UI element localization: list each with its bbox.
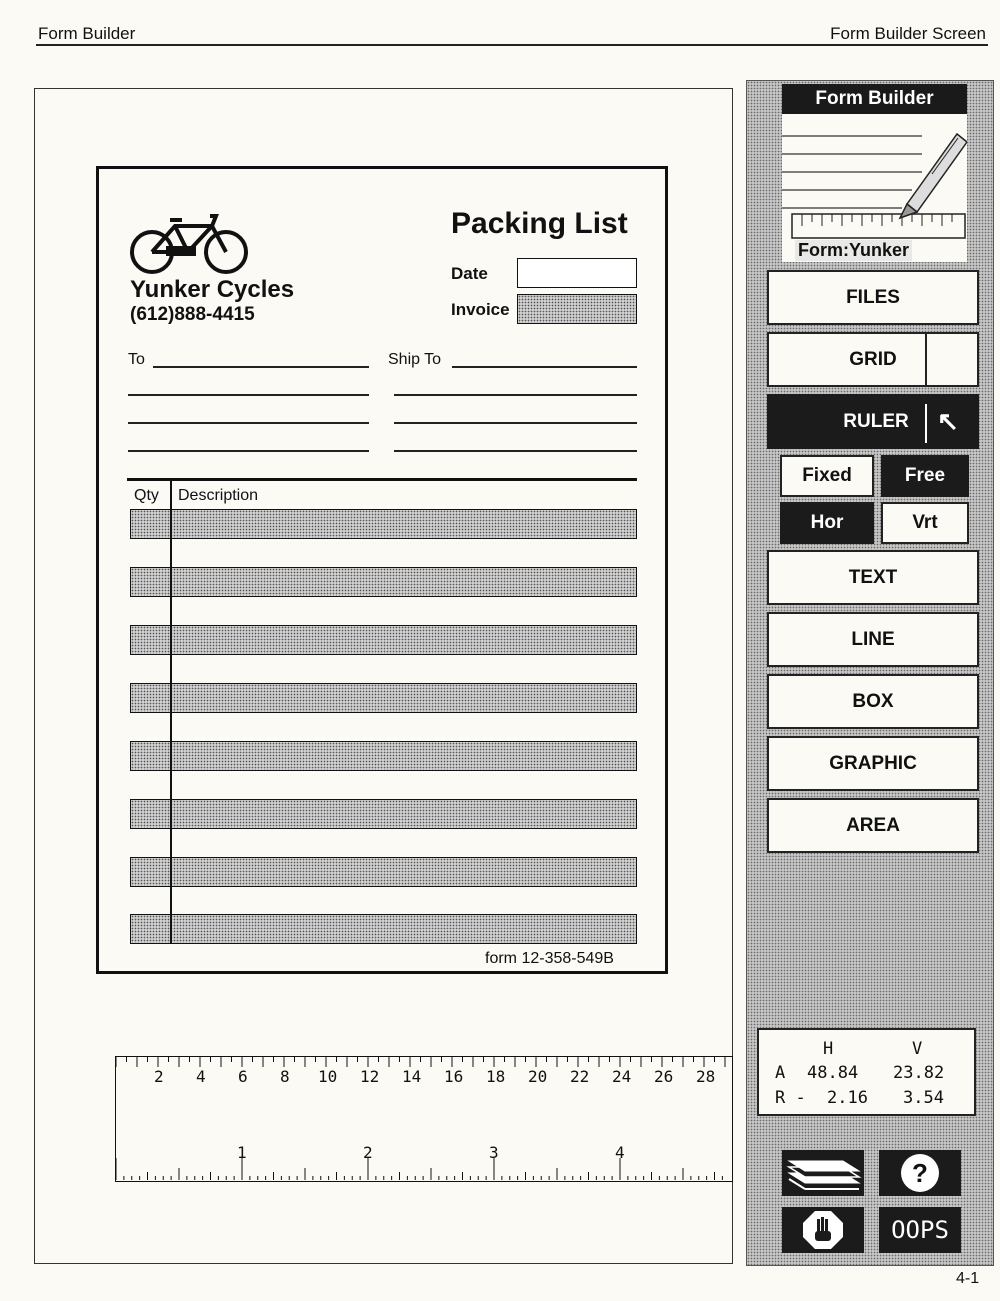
ruler-bottom-number: 3 xyxy=(489,1143,499,1162)
relative-row-label: R - xyxy=(775,1088,806,1108)
date-field[interactable] xyxy=(517,258,637,288)
ruler-top-number: 26 xyxy=(654,1067,674,1086)
stack-icon xyxy=(783,1151,865,1197)
stop-hand-icon xyxy=(800,1209,846,1251)
ruler-top-number: 18 xyxy=(486,1067,506,1086)
to-label: To xyxy=(128,351,145,368)
ruler-button-divider xyxy=(925,404,927,443)
to-line[interactable] xyxy=(128,422,369,424)
page-header-right: Form Builder Screen xyxy=(830,24,986,43)
ruler-tool[interactable] xyxy=(115,1056,733,1182)
ruler-top-number: 14 xyxy=(402,1067,422,1086)
table-row[interactable] xyxy=(130,509,637,539)
ruler-top-number: 8 xyxy=(280,1067,290,1086)
ruler-top-number: 12 xyxy=(360,1067,380,1086)
section-divider xyxy=(127,478,637,481)
ship-to-line[interactable] xyxy=(394,394,637,396)
box-button[interactable]: BOX xyxy=(767,674,979,729)
ship-to-label: Ship To xyxy=(388,351,442,368)
absolute-h-value: 48.84 xyxy=(807,1063,859,1083)
stack-button[interactable] xyxy=(782,1150,864,1196)
grid-button[interactable] xyxy=(767,332,979,387)
date-label: Date xyxy=(451,264,488,283)
ruler-button-label: RULER xyxy=(843,410,909,432)
help-button[interactable] xyxy=(879,1150,961,1196)
current-form-label: Form:Yunker xyxy=(795,240,912,261)
ruler-bottom-number: 4 xyxy=(615,1143,625,1162)
oops-button[interactable]: OOPS xyxy=(879,1207,961,1253)
table-row[interactable] xyxy=(130,914,637,944)
ruler-button[interactable] xyxy=(767,394,979,449)
line-button[interactable]: LINE xyxy=(767,612,979,667)
ruler-arrow-icon[interactable]: ↖ xyxy=(937,406,959,436)
table-row[interactable] xyxy=(130,857,637,887)
help-icon: ? xyxy=(901,1154,939,1192)
ruler-bottom-number: 2 xyxy=(363,1143,373,1162)
ruler-ticks xyxy=(116,1057,731,1180)
coordinate-readout xyxy=(757,1028,976,1116)
files-button[interactable]: FILES xyxy=(767,270,979,325)
ruler-top-number: 10 xyxy=(318,1067,338,1086)
relative-v-value: 3.54 xyxy=(903,1088,944,1108)
ruler-top-number: 6 xyxy=(238,1067,248,1086)
to-line[interactable] xyxy=(153,366,369,368)
ruler-top-number: 24 xyxy=(612,1067,632,1086)
to-line[interactable] xyxy=(128,450,369,452)
vrt-button[interactable]: Vrt xyxy=(881,502,969,544)
qty-column-divider xyxy=(170,480,172,944)
free-button[interactable]: Free xyxy=(881,455,969,497)
invoice-label: Invoice xyxy=(451,300,510,319)
description-header: Description xyxy=(178,487,259,504)
ruler-top-number: 2 xyxy=(154,1067,164,1086)
relative-h-value: 2.16 xyxy=(827,1088,868,1108)
invoice-field[interactable] xyxy=(517,294,637,324)
absolute-row-label: A xyxy=(775,1063,786,1083)
h-header: H xyxy=(823,1039,834,1059)
page-header-left: Form Builder xyxy=(38,24,136,43)
ruler-top-number: 20 xyxy=(528,1067,548,1086)
ship-to-line[interactable] xyxy=(452,366,637,368)
area-button[interactable]: AREA xyxy=(767,798,979,853)
stop-button[interactable] xyxy=(782,1207,864,1253)
company-phone: (612)888-4415 xyxy=(130,304,255,325)
form-number: form 12-358-549B xyxy=(485,950,614,967)
panel-title: Form Builder xyxy=(782,84,967,114)
ruler-bottom-number: 1 xyxy=(237,1143,247,1162)
bicycle-logo-icon xyxy=(130,208,250,278)
table-row[interactable] xyxy=(130,625,637,655)
company-name: Yunker Cycles xyxy=(130,276,295,303)
page-number: 4-1 xyxy=(956,1270,980,1287)
graphic-button[interactable]: GRAPHIC xyxy=(767,736,979,791)
table-row[interactable] xyxy=(130,741,637,771)
fixed-button[interactable]: Fixed xyxy=(780,455,874,497)
v-header: V xyxy=(912,1039,923,1059)
ruler-top-number: 4 xyxy=(196,1067,206,1086)
header-rule xyxy=(36,44,988,46)
table-row[interactable] xyxy=(130,567,637,597)
to-line[interactable] xyxy=(128,394,369,396)
qty-header: Qty xyxy=(134,487,159,504)
form-title: Packing List xyxy=(451,207,628,240)
ruler-top-number: 16 xyxy=(444,1067,464,1086)
absolute-v-value: 23.82 xyxy=(893,1063,945,1083)
table-row[interactable] xyxy=(130,683,637,713)
ship-to-line[interactable] xyxy=(394,450,637,452)
ruler-top-number: 28 xyxy=(696,1067,716,1086)
table-row[interactable] xyxy=(130,799,637,829)
grid-button-divider xyxy=(925,334,927,385)
hor-button[interactable]: Hor xyxy=(780,502,874,544)
ship-to-line[interactable] xyxy=(394,422,637,424)
grid-button-label: GRID xyxy=(849,348,897,370)
ruler-top-number: 22 xyxy=(570,1067,590,1086)
text-button[interactable]: TEXT xyxy=(767,550,979,605)
